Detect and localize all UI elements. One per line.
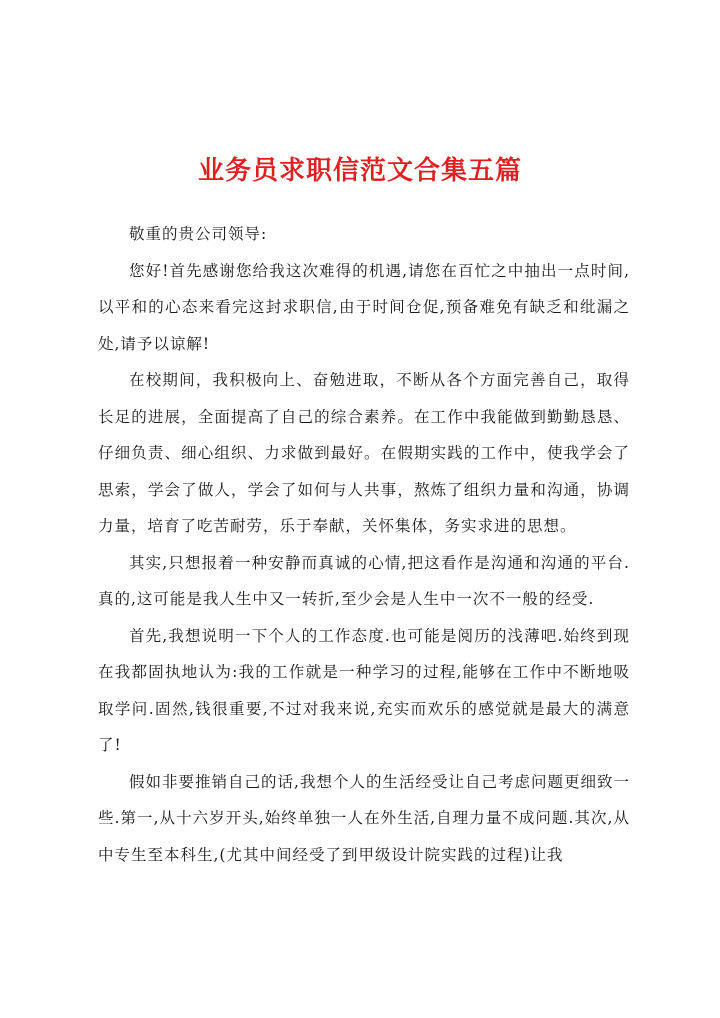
paragraph: 其实,只想报着一种安静而真诚的心情,把这看作是沟通和沟通的平台.真的,这可能是我人生中又一转折,至少会是人生中一次不一般的经受. (98, 553, 630, 608)
paragraph: 首先,我想说明一下个人的工作态度.也可能是阅历的浅薄吧.始终到现在我都固执地认为:我的工作就是一种学习的过程,能够在工作中不断地吸取学问.固然,钱很重要,不过对我来说,充实而欢乐的感觉就是最大的满意了! (98, 626, 630, 754)
document-title: 业务员求职信范文合集五篇 (197, 156, 522, 186)
document-body (98, 216, 630, 873)
paragraph: 在校期间，我积极向上、奋勉进取，不断从各个方面完善自己，取得长足的进展，全面提高了自己的综合素养。在工作中我能做到勤勤恳恳、仔细负责、细心组织、力求做到最好。在假期实践的工作中，使我学会了思索，学会了做人，学会了如何与人共事，熬炼了组织力量和沟通，协调力量，培育了吃苦耐劳，乐于奉献，关怀集体，务实求进的思想。 (98, 371, 630, 535)
greeting: 敬重的贵公司领导: (129, 225, 268, 243)
paragraph: 您好!首先感谢您给我这次难得的机遇,请您在百忙之中抽出一点时间,以平和的心态来看完这封求职信,由于时间仓促,预备难免有缺乏和纰漏之处,请予以谅解! (98, 261, 630, 353)
paragraph: 假如非要推销自己的话,我想个人的生活经受让自己考虑问题更细致一些.第一,从十六岁开头,始终单独一人在外生活,自理力量不成问题.其次,从中专生至本科生,(尤其中间经受了到甲级设计院实践的过程)让我 (98, 772, 630, 864)
